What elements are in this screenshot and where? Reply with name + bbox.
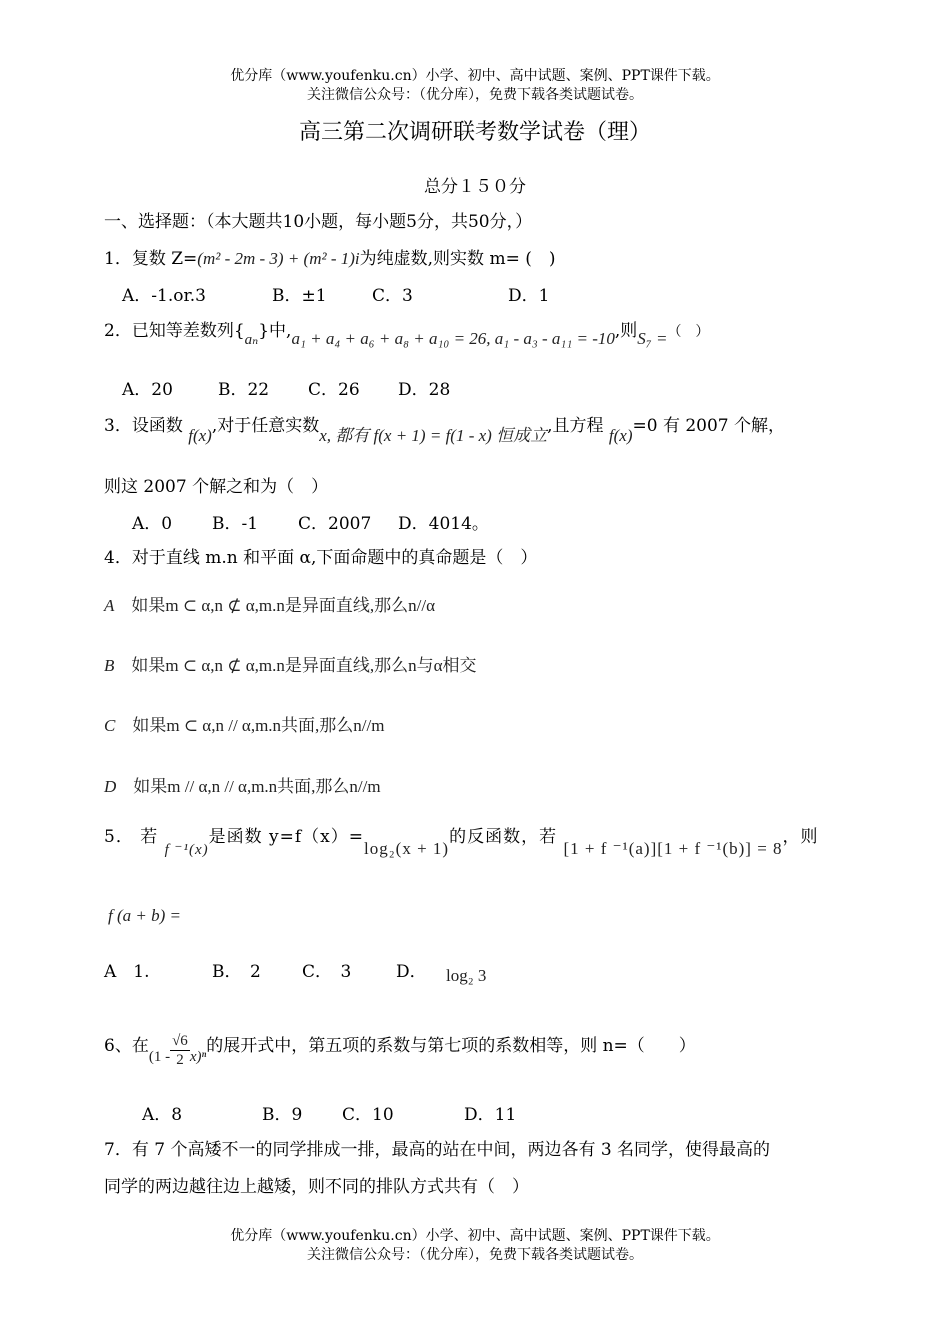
- q5-stem-d: ，则: [782, 827, 819, 847]
- q5-cond: [1 + f ⁻¹(a)][1 + f ⁻¹(b)] = 8: [563, 839, 783, 858]
- q3-option-d: D．4014。: [398, 514, 489, 534]
- footer-line-1: 优分库（www.youfenku.cn）小学、初中、高中试题、案例、PPT课件下载。: [230, 1228, 720, 1244]
- q4-option-b: [104, 651, 477, 676]
- footer-line-2: 关注微信公众号：（优分库），免费下载各类试题试卷。: [307, 1247, 643, 1263]
- q6-option-d: D．11: [464, 1105, 517, 1125]
- q1-stem-b: 为纯虚数,则实数 m= ( ): [359, 249, 556, 269]
- q3-math: x, 都有 f(x + 1) = f(1 - x) 恒成立: [319, 426, 548, 445]
- q2-an: aₙ: [244, 332, 259, 348]
- q2-paren: （ ）: [667, 324, 710, 340]
- q4-option-c-letter: C: [104, 716, 116, 735]
- q6-stem-b: 的展开式中，第五项的系数与第七项的系数相等，则 n=（ ）: [206, 1036, 696, 1056]
- q3-stem-d: =0 有 2007 个解，: [632, 416, 786, 436]
- q4-option-c-text: 如果m ⊂ α,n // α,m.n共面,那么n//m: [132, 716, 385, 735]
- q1-option-a: A．-1.or.3: [122, 286, 206, 306]
- total-score: 总分１５０分: [424, 177, 526, 197]
- q5-option-c: C． 3: [302, 962, 352, 982]
- q3-option-c: C．2007: [298, 514, 372, 534]
- q6-option-c: C．10: [342, 1105, 394, 1125]
- q1-option-b: B．±1: [272, 286, 327, 306]
- q3-stem-b: ,对于任意实数: [211, 416, 320, 436]
- q1-option-c: C．3: [372, 286, 413, 306]
- q6-fraction-num: √6: [172, 1033, 188, 1049]
- q2-stem-a: 2．已知等差数列{: [104, 321, 245, 341]
- q6-expr-post: x)ⁿ: [189, 1049, 207, 1065]
- q5-option-b: B． 2: [212, 962, 261, 982]
- q5-finv: f ⁻¹(x): [164, 842, 209, 858]
- q3-option-a: A．0: [132, 514, 173, 534]
- q4-option-d-letter: D: [104, 777, 117, 796]
- q5-num: 5．: [104, 827, 134, 847]
- q3-stem-c: ,且方程: [547, 416, 604, 436]
- q3-fx: f(x): [188, 426, 212, 445]
- q4-option-d-text: 如果m // α,n // α,m.n共面,那么n//m: [133, 777, 381, 796]
- q5-log: log₂(x + 1): [364, 839, 450, 858]
- q5-option-d: D．: [396, 962, 427, 982]
- q2-stem-b: }中,: [258, 321, 292, 341]
- page-title: 高三第二次调研联考数学试卷（理）: [298, 120, 651, 145]
- q3-line-2: 则这 2007 个解之和为（ ）: [104, 477, 329, 497]
- question-6: [104, 1028, 696, 1068]
- question-7-line-1: 7．有 7 个高矮不一的同学排成一排，最高的站在中间，两边各有 3 名同学，使得最高的: [104, 1140, 771, 1160]
- q1-stem-a: 1．复数 Z=: [104, 249, 198, 269]
- q6-fraction: [170, 1032, 190, 1069]
- q2-option-a: A．20: [122, 380, 173, 400]
- question-7-line-2: 同学的两边越往边上越矮，则不同的排队方式共有（ ）: [104, 1177, 529, 1197]
- q3-option-b: B．-1: [212, 514, 259, 534]
- q4-option-c: [104, 711, 384, 736]
- q3-stem-a: 3．设函数: [104, 416, 183, 436]
- q5-option-a: A 1.: [104, 962, 150, 982]
- q2-stem-c: ,则: [614, 321, 638, 341]
- q1-math: (m² - 2m - 3) + (m² - 1)i: [197, 249, 360, 268]
- q2-option-b: B．22: [218, 380, 270, 400]
- q5-ruo: 若: [140, 827, 159, 847]
- header-line-1: 优分库（www.youfenku.cn）小学、初中、高中试题、案例、PPT课件下载。: [230, 68, 720, 84]
- question-1: [104, 244, 555, 269]
- q5-stem-b: 是函数 y=f（x）=: [208, 827, 365, 847]
- q1-option-d: D．1: [508, 286, 550, 306]
- q2-option-c: C．26: [308, 380, 360, 400]
- section-heading: 一、选择题：（本大题共10小题，每小题5分，共50分，）: [104, 212, 533, 232]
- q6-option-b: B．9: [262, 1105, 303, 1125]
- q5-stem-c: 的反函数，若: [449, 827, 558, 847]
- q6-fraction-den: 2: [176, 1052, 184, 1068]
- question-4: 4．对于直线 m.n 和平面 α,下面命题中的真命题是（ ）: [104, 548, 538, 568]
- q4-option-a-text: 如果m ⊂ α,n ⊄ α,m.n是异面直线,那么n//α: [131, 596, 435, 615]
- q4-option-d: [104, 772, 381, 797]
- q2-option-d: D．28: [398, 380, 451, 400]
- q6-expr-pre: (1 -: [148, 1049, 171, 1065]
- q2-math: a₁ + a₄ + a₆ + a₈ + a₁₀ = 26, a₁ - a₃ - a₁₁ = -10: [291, 329, 615, 348]
- question-2: [104, 316, 710, 348]
- question-5: [104, 822, 819, 858]
- q6-option-a: A．8: [142, 1105, 183, 1125]
- q4-option-a-letter: A: [104, 596, 115, 615]
- question-3: [104, 411, 786, 445]
- header-line-2: 关注微信公众号：（优分库），免费下载各类试题试卷。: [307, 87, 643, 103]
- q2-s7: S₇ =: [637, 329, 668, 348]
- q3-fx-2: f(x): [608, 426, 633, 445]
- q4-option-a: [104, 591, 435, 616]
- q5-ask: f (a + b) =: [108, 906, 181, 925]
- q5-option-d-log: log₂ 3: [446, 966, 487, 985]
- q4-option-b-letter: B: [104, 656, 115, 675]
- q6-stem-a: 6、在: [104, 1036, 149, 1056]
- q4-option-b-text: 如果m ⊂ α,n ⊄ α,m.n是异面直线,那么n与α相交: [131, 656, 477, 675]
